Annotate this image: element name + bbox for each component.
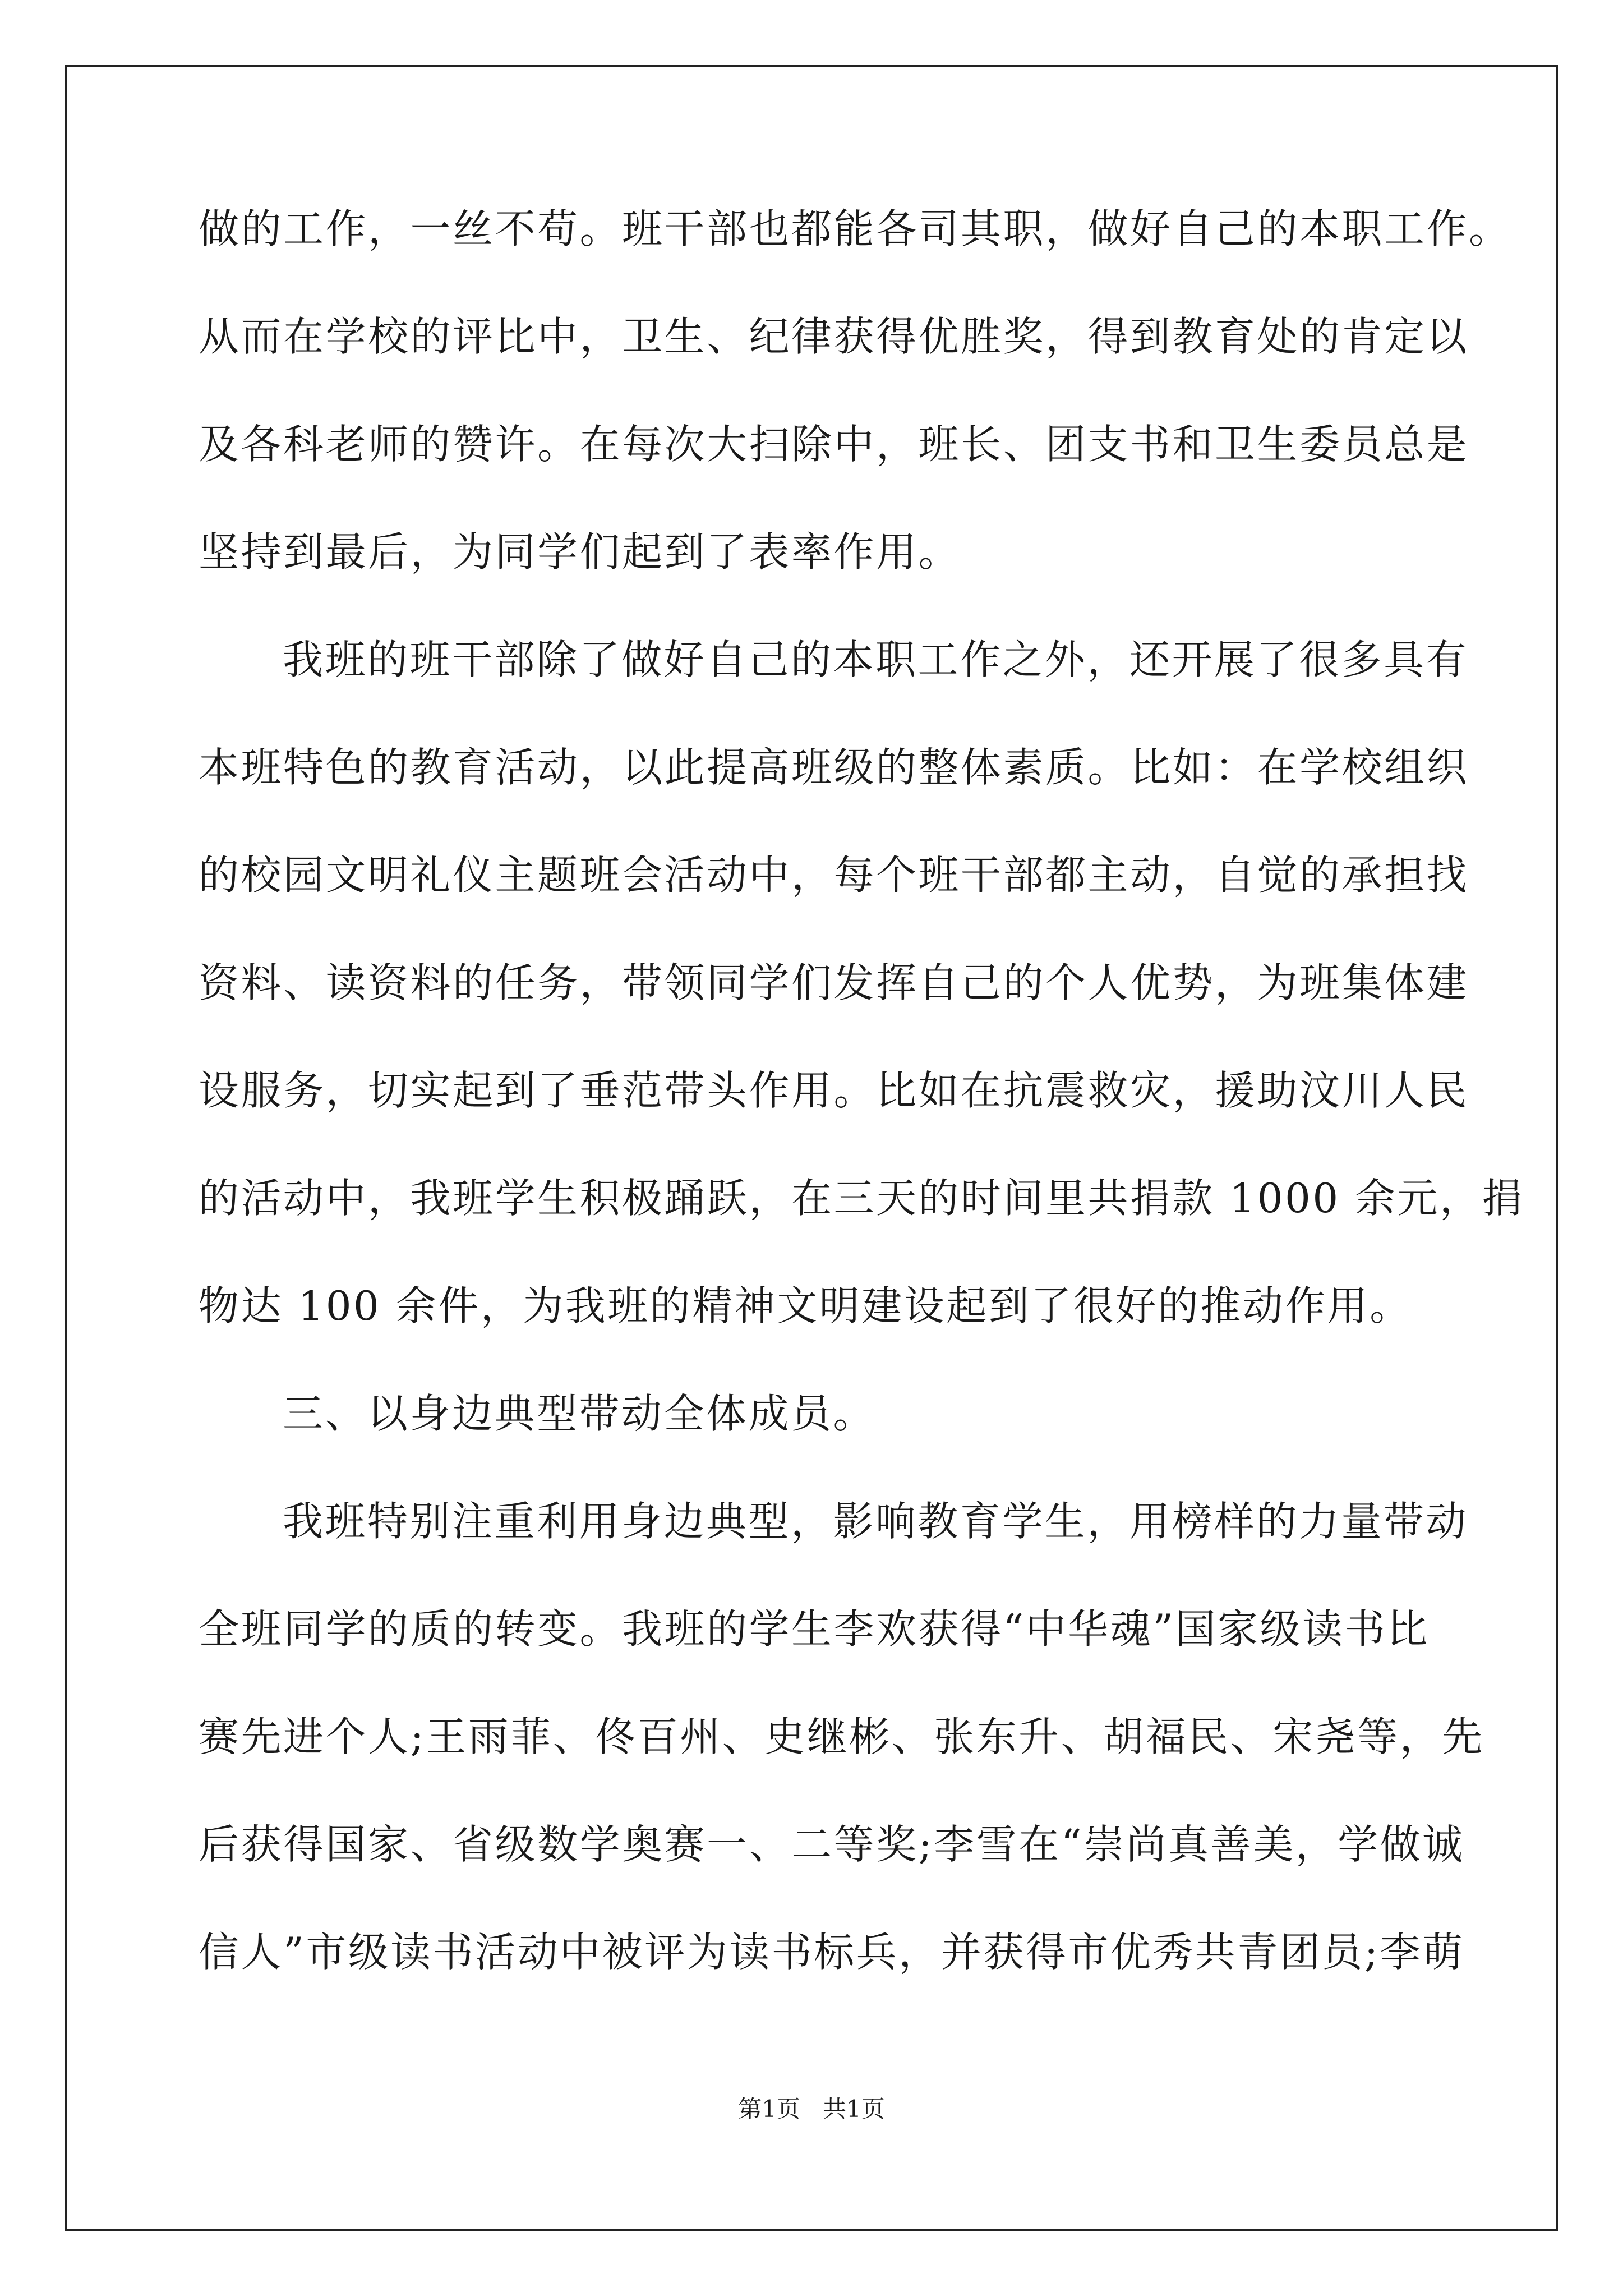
page-number-footer: 第1页 共1页 bbox=[738, 2095, 885, 2123]
text-line: 及各科老师的赞许。在每次大扫除中，班长、团支书和卫生委员总是 bbox=[199, 421, 1469, 468]
text-line: 物达 100 余件，为我班的精神文明建设起到了很好的推动作用。 bbox=[199, 1282, 1412, 1329]
text-line: 我班特别注重利用身边典型，影响教育学生，用榜样的力量带动 bbox=[283, 1498, 1469, 1545]
text-line: 我班的班干部除了做好自己的本职工作之外，还开展了很多具有 bbox=[283, 636, 1469, 683]
text-line: 坚持到最后，为同学们起到了表率作用。 bbox=[199, 528, 961, 576]
text-line: 后获得国家、省级数学奥赛一、二等奖;李雪在“崇尚真善美，学做诚 bbox=[199, 1821, 1465, 1868]
text-line: 全班同学的质的转变。我班的学生李欢获得“中华魂”国家级读书比 bbox=[199, 1605, 1430, 1653]
text-line: 做的工作，一丝不苟。班干部也都能各司其职，做好自己的本职工作。 bbox=[199, 205, 1511, 252]
text-line: 赛先进个人;王雨菲、佟百州、史继彬、张东升、胡福民、宋尧等，先 bbox=[199, 1713, 1484, 1760]
text-line: 的活动中，我班学生积极踊跃，在三天的时间里共捐款 1000 余元，捐 bbox=[199, 1175, 1525, 1222]
page-border bbox=[65, 65, 1558, 2231]
text-line: 信人”市级读书活动中被评为读书标兵，并获得市优秀共青团员;李萌 bbox=[199, 1929, 1465, 1976]
section-heading: 三、以身边典型带动全体成员。 bbox=[283, 1390, 876, 1437]
text-line: 资料、读资料的任务，带领同学们发挥自己的个人优势，为班集体建 bbox=[199, 959, 1469, 1006]
text-line: 从而在学校的评比中，卫生、纪律获得优胜奖，得到教育处的肯定以 bbox=[199, 313, 1469, 360]
text-line: 本班特色的教育活动，以此提高班级的整体素质。比如：在学校组织 bbox=[199, 744, 1469, 791]
text-line: 设服务，切实起到了垂范带头作用。比如在抗震救灾，援助汶川人民 bbox=[199, 1067, 1469, 1114]
text-line: 的校园文明礼仪主题班会活动中，每个班干部都主动，自觉的承担找 bbox=[199, 852, 1469, 899]
